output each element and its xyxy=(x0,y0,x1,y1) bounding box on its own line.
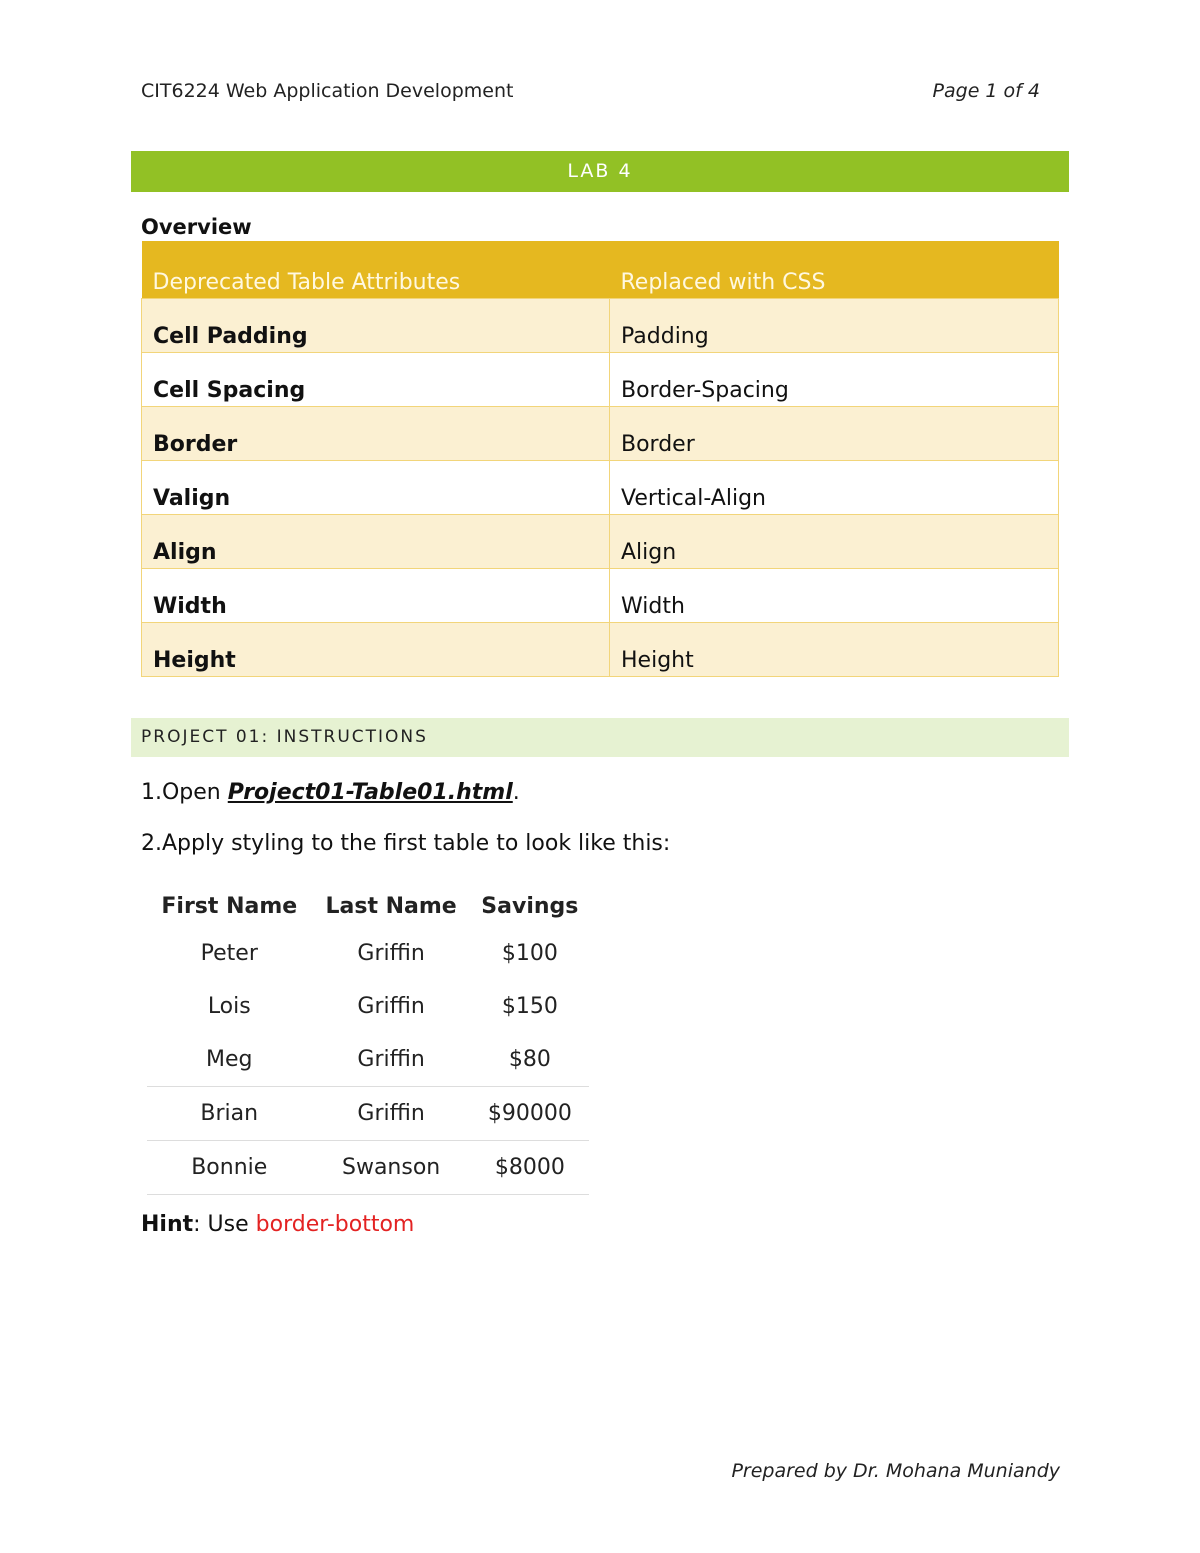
first-name-cell: Bonnie xyxy=(147,1141,312,1195)
table-row xyxy=(142,461,1059,515)
first-name-cell: Lois xyxy=(207,994,251,1019)
last-name-cell: Griffin xyxy=(312,1087,471,1141)
column-header-first-name: First Name xyxy=(161,893,298,919)
savings-cell: $80 xyxy=(471,1033,589,1087)
table-row xyxy=(142,569,1059,623)
table-row xyxy=(147,1033,589,1087)
deprecated-attribute: Align xyxy=(142,515,610,569)
overview-heading: Overview xyxy=(141,215,252,239)
table-row xyxy=(142,299,1059,353)
deprecated-attribute: Height xyxy=(142,623,610,677)
table-row xyxy=(142,623,1059,677)
hint-code: border-bottom xyxy=(255,1212,415,1237)
project-section-heading xyxy=(131,718,1069,757)
table-row xyxy=(147,980,589,1033)
first-name-cell: Meg xyxy=(147,1033,312,1087)
project-file-link[interactable]: Project01-Table01.html xyxy=(227,780,513,805)
page-number: Page 1 of 4 xyxy=(932,80,1040,102)
last-name-cell: Swanson xyxy=(312,1141,471,1195)
footer-author: Prepared by Dr. Mohana Muniandy xyxy=(731,1460,1060,1482)
last-name-cell: Griffin xyxy=(357,994,425,1019)
hint-label: Hint xyxy=(141,1212,194,1237)
step-1-period: . xyxy=(512,780,520,805)
first-name-cell: Brian xyxy=(147,1087,312,1141)
hint xyxy=(141,1212,414,1237)
css-property: Border-Spacing xyxy=(610,353,1059,407)
overview-header-row xyxy=(142,241,1059,299)
css-property: Vertical-Align xyxy=(610,461,1059,515)
css-property: Width xyxy=(610,569,1059,623)
css-property: Height xyxy=(610,623,1059,677)
table-row xyxy=(147,1087,589,1141)
table-row xyxy=(142,515,1059,569)
overview-table xyxy=(141,241,1059,677)
deprecated-attribute: Valign xyxy=(142,461,610,515)
deprecated-attribute: Cell Padding xyxy=(142,299,610,353)
sample-header-row xyxy=(147,885,589,927)
savings-cell: $100 xyxy=(501,941,558,966)
last-name-cell: Griffin xyxy=(312,1033,471,1087)
last-name-cell: Griffin xyxy=(357,941,425,966)
css-property: Border xyxy=(610,407,1059,461)
step-2: 2.Apply styling to the first table to look like this: xyxy=(141,831,671,856)
savings-cell: $8000 xyxy=(471,1141,589,1195)
css-property: Padding xyxy=(610,299,1059,353)
table-row xyxy=(147,1141,589,1195)
sample-savings-table xyxy=(147,885,589,1195)
savings-cell: $90000 xyxy=(471,1087,589,1141)
deprecated-attribute: Border xyxy=(142,407,610,461)
column-header-last-name: Last Name xyxy=(325,893,457,919)
table-row xyxy=(142,407,1059,461)
deprecated-attribute: Cell Spacing xyxy=(142,353,610,407)
deprecated-attribute: Width xyxy=(142,569,610,623)
project-section-title: PROJECT 01: INSTRUCTIONS xyxy=(141,727,428,747)
column-header-savings: Savings xyxy=(481,893,579,919)
lab-banner: LAB 4 xyxy=(131,151,1069,192)
column-header-deprecated: Deprecated Table Attributes xyxy=(142,241,610,299)
step-1-text: 1.Open xyxy=(141,780,228,805)
column-header-css: Replaced with CSS xyxy=(610,241,1059,299)
savings-cell: $150 xyxy=(501,994,558,1019)
course-title: CIT6224 Web Application Development xyxy=(141,80,514,102)
css-property: Align xyxy=(610,515,1059,569)
table-row xyxy=(147,927,589,980)
table-row xyxy=(142,353,1059,407)
first-name-cell: Peter xyxy=(200,941,258,966)
step-1 xyxy=(141,780,520,805)
hint-text: : Use xyxy=(193,1212,256,1237)
